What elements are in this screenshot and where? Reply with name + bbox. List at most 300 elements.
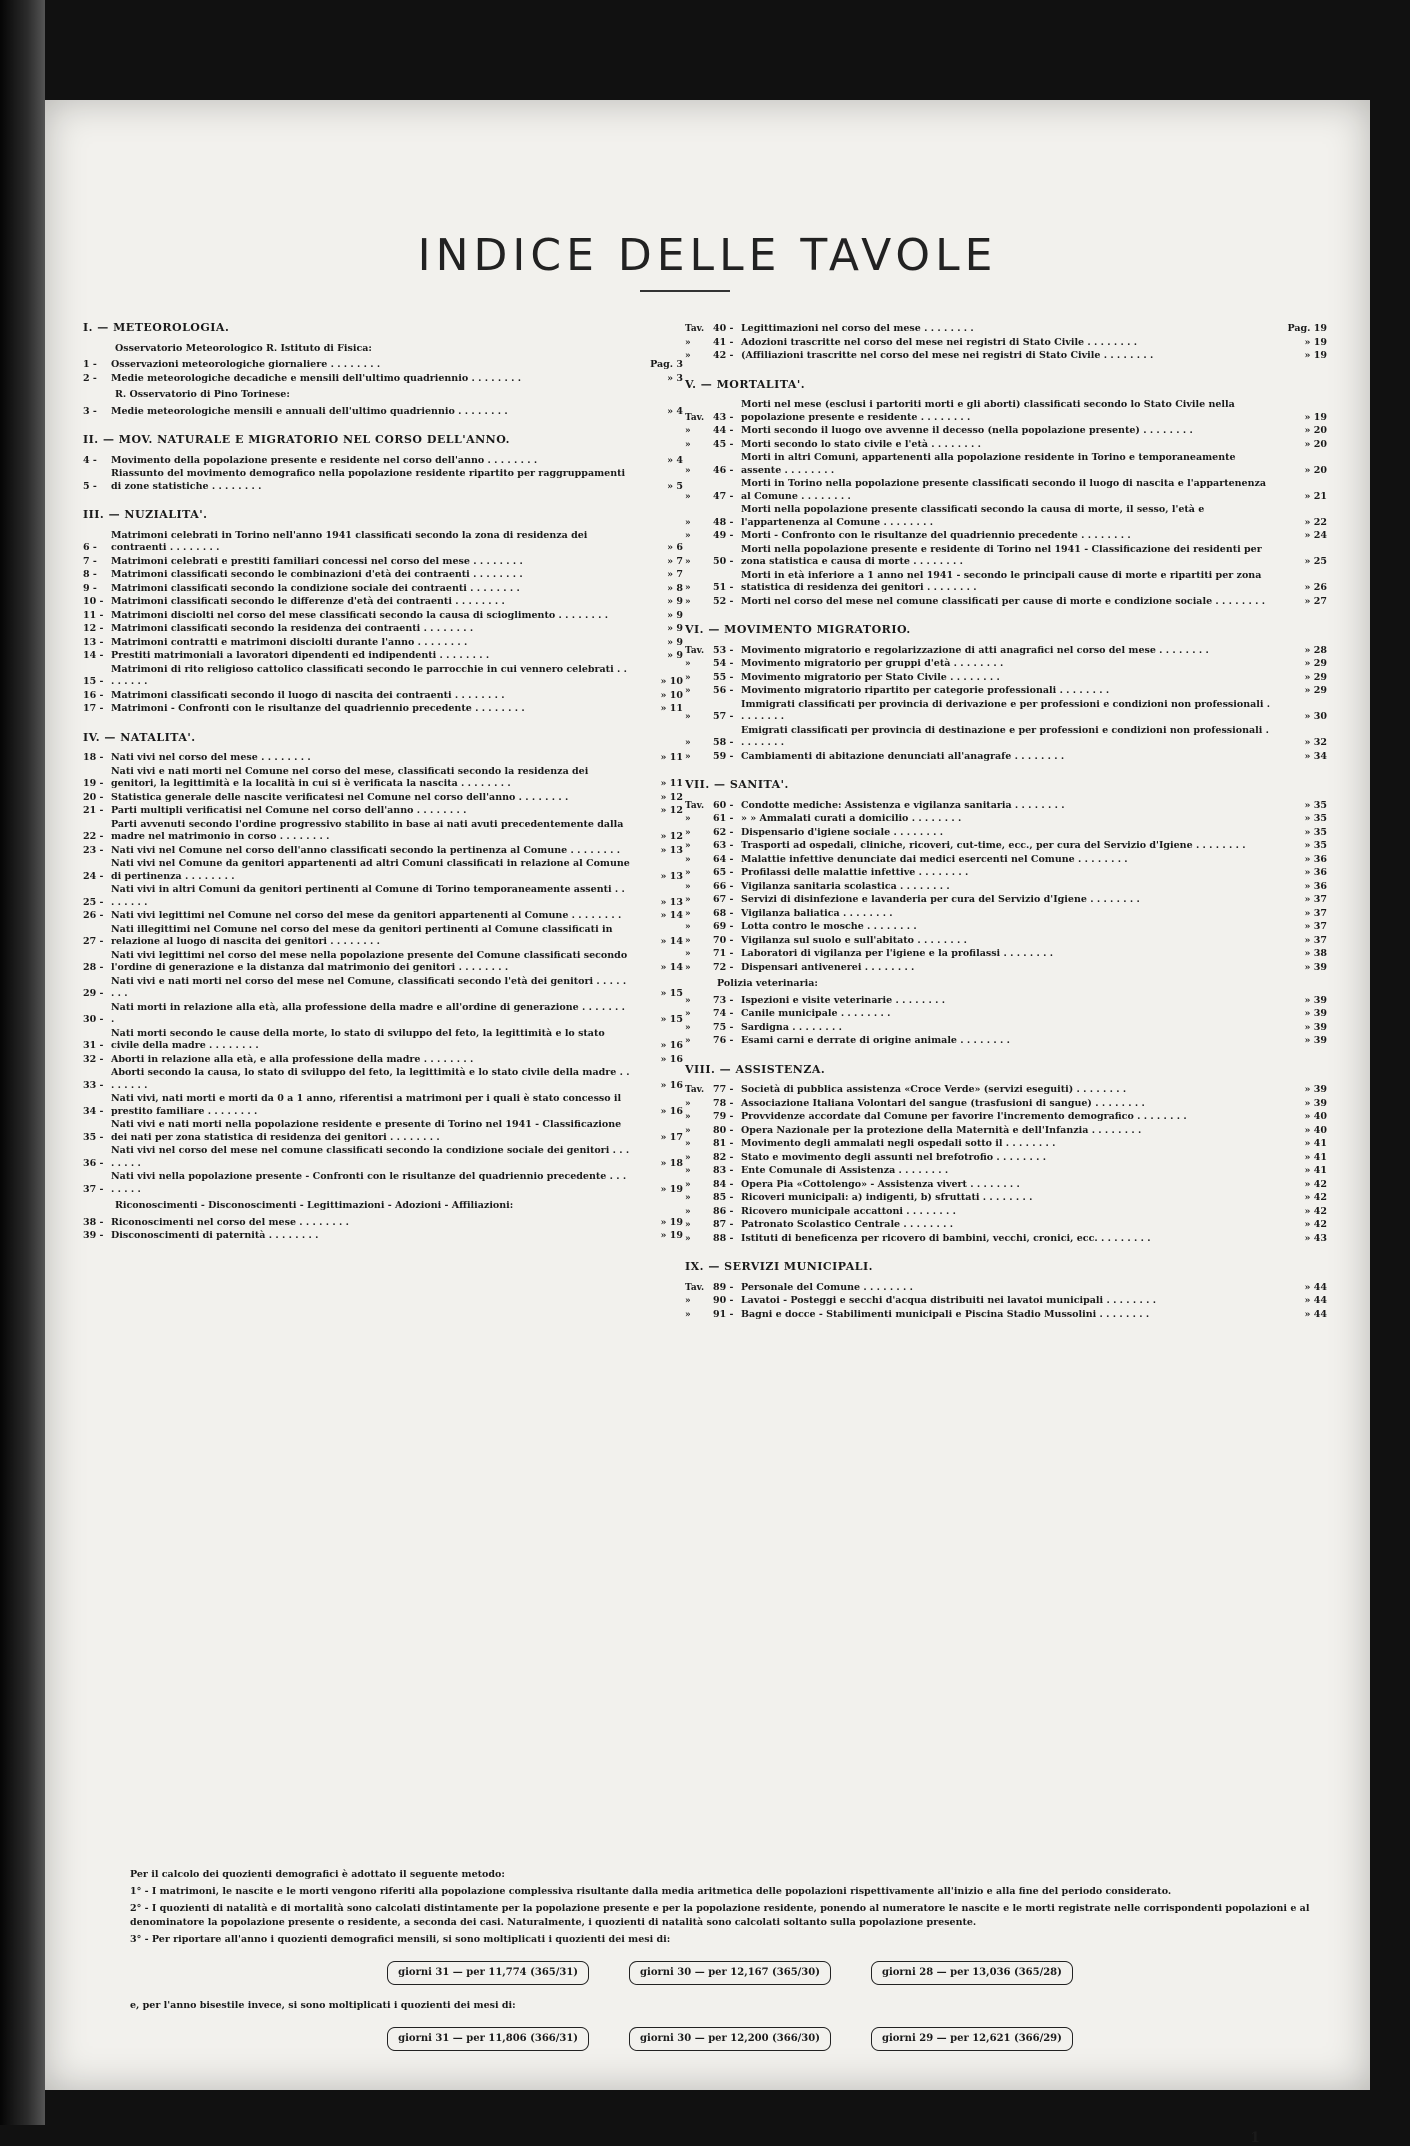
entry-title: Provvidenze accordate dal Comune per favorire l'incremento demografico . . . . . . . . [741, 1111, 1187, 1122]
index-entry [685, 840, 1327, 853]
entry-number: 17 - [83, 703, 104, 714]
index-entry [83, 637, 683, 650]
entry-number: 38 - [83, 1216, 104, 1228]
index-entry [83, 406, 683, 419]
entry-title: Nati vivi legittimi nel corso del mese nella popolazione presente del Comune classificati secondo l'ordine di generazione e la distanza dal matrimonio dei genitori . . . . . . . . [111, 949, 628, 973]
entry-page: » 39 [1304, 961, 1327, 973]
entry-title: Medie meteorologiche decadiche e mensili dell'ultimo quadriennio . . . . . . . . [111, 372, 522, 384]
entry-page: » 39 [1304, 1021, 1327, 1033]
entry-number: 21 - [83, 805, 104, 816]
entry-number: 37 - [83, 1183, 104, 1195]
index-entry [83, 623, 683, 636]
formula-item: giorni 29 — per 12,621 (366/29) [871, 2027, 1073, 2051]
entry-title: Istituti di beneficenza per ricovero di bambini, vecchi, cronici, ecc. . . . . . . . . [741, 1232, 1151, 1244]
entry-number: 83 - [713, 1165, 734, 1176]
index-entry [83, 583, 683, 596]
index-entry [685, 596, 1327, 609]
tav-label: » [685, 908, 691, 919]
entry-page: » 40 [1304, 1111, 1327, 1122]
entry-title: Morti secondo lo stato civile e l'età . . . . . . . . [741, 438, 981, 450]
entry-title: Matrimoni classificati secondo il luogo di nascita dei contraenti . . . . . . . . [111, 689, 505, 701]
index-entry [685, 800, 1327, 813]
entry-title: Disconoscimenti di paternità . . . . . . . . [111, 1230, 319, 1241]
entry-title: Servizi di disinfezione e lavanderia per cura del Servizio d'Igiene . . . . . . . . [741, 894, 1140, 905]
right-column [685, 322, 1327, 1322]
formula-item: giorni 31 — per 11,774 (365/31) [387, 1961, 589, 1985]
index-entry [685, 544, 1327, 569]
entry-number: 6 - [83, 542, 97, 553]
entry-title: Matrimoni celebrati e prestiti familiari concessi nel corso del mese . . . . . . . . [111, 555, 523, 567]
entry-title: Matrimoni classificati secondo la residenza dei contraenti . . . . . . . . [111, 623, 474, 634]
entry-page: » 35 [1304, 840, 1327, 851]
tav-label: » [685, 962, 691, 973]
entry-number: 76 - [713, 1035, 734, 1046]
entry-number: 89 - [713, 1281, 734, 1293]
tav-label: » [685, 686, 691, 696]
index-entry [83, 752, 683, 765]
entry-page: » 44 [1304, 1308, 1327, 1320]
entry-title: Vigilanza sanitaria scolastica . . . . . . . . [741, 880, 950, 892]
entry-number: 88 - [713, 1232, 734, 1244]
page-number: 1 [1250, 2130, 1260, 2146]
entry-page: » 43 [1304, 1232, 1327, 1244]
index-entry [685, 1035, 1327, 1048]
index-entry [685, 337, 1327, 350]
entry-page: » 16 [660, 1079, 683, 1091]
formula-row-2 [130, 2027, 1330, 2051]
tav-label: » [685, 583, 691, 593]
formula-item: giorni 30 — per 12,200 (366/30) [629, 2027, 831, 2051]
entry-number: 16 - [83, 689, 104, 701]
entry-number: 19 - [83, 778, 104, 789]
entry-number: 20 - [83, 791, 104, 803]
entry-number: 62 - [713, 826, 734, 838]
index-entry [685, 452, 1327, 477]
entry-title: Nati vivi, nati morti e morti da 0 a 1 anno, riferentisi a matrimoni per i quali è stato concesso il prestito familiare . . . . . . . . [111, 1093, 622, 1117]
entry-number: 10 - [83, 596, 104, 607]
entry-number: 59 - [713, 750, 734, 762]
index-entry [685, 813, 1327, 826]
index-entry [83, 950, 683, 975]
tav-label: » [685, 935, 691, 946]
entry-number: 72 - [713, 961, 734, 973]
entry-page: » 15 [660, 1014, 683, 1025]
entry-number: 56 - [713, 685, 734, 696]
entry-title: Nati vivi e nati morti nella popolazione residente e presente di Torino nel 1941 - Classificazione dei nati per zona statistica di residenza dei genitori . . . . . . . . [111, 1119, 622, 1143]
entry-page: » 22 [1304, 516, 1327, 528]
entry-number: 15 - [83, 676, 104, 687]
entry-number: 41 - [713, 336, 734, 348]
index-entry [83, 1002, 683, 1027]
index-entry [685, 867, 1327, 880]
entry-title: Morti nel corso del mese nel comune classificati per cause di morte e condizione sociale . . . . . . . . [741, 595, 1266, 607]
index-entry [685, 1084, 1327, 1097]
tav-label: » [685, 1139, 691, 1149]
entry-title: » » Ammalati curati a domicilio . . . . . . . . [741, 813, 962, 824]
section-heading: I. — METEOROLOGIA. [83, 321, 230, 334]
section-heading: VI. — MOVIMENTO MIGRATORIO. [685, 623, 911, 636]
entry-title: Medie meteorologiche mensili e annuali dell'ultimo quadriennio . . . . . . . . [111, 405, 508, 417]
index-entry [685, 1138, 1327, 1151]
tav-label: » [685, 712, 691, 722]
entry-page: » 4 [667, 454, 683, 466]
section-heading: V. — MORTALITA'. [685, 377, 806, 391]
section-heading: VII. — SANITA'. [685, 778, 789, 791]
entry-title: Associazione Italiana Volontari del sangue (trasfusioni di sangue) . . . . . . . . [741, 1097, 1145, 1109]
index-entry [83, 766, 683, 791]
entry-title: Nati vivi nel corso del mese nel comune classificati secondo la condizione sociale dei genitori . . . . . . . . [111, 1145, 630, 1169]
index-entry [685, 827, 1327, 840]
note-intro: Per il calcolo dei quozienti demografici è adottato il seguente metodo: [130, 1869, 505, 1880]
entry-title: Aborti secondo la causa, lo stato di sviluppo del feto, la legittimità e lo stato civile della madre . . . . . . . . [111, 1067, 630, 1091]
entry-page: » 20 [1304, 464, 1327, 476]
index-entry [685, 948, 1327, 961]
entry-number: 42 - [713, 350, 734, 361]
tav-label: » [685, 1220, 691, 1230]
entry-title: Adozioni trascritte nel corso del mese nei registri di Stato Civile . . . . . . . . [741, 336, 1138, 348]
entry-number: 14 - [83, 650, 104, 661]
index-entry [685, 908, 1327, 921]
index-entry [685, 350, 1327, 363]
tav-label: » [685, 881, 691, 892]
entry-page: » 36 [1304, 853, 1327, 865]
entry-number: 69 - [713, 921, 734, 932]
entry-title: Lotta contro le mosche . . . . . . . . [741, 921, 917, 932]
index-entry [83, 1028, 683, 1053]
entry-page: » 36 [1304, 880, 1327, 892]
index-entry [685, 725, 1327, 750]
index-entry [83, 359, 683, 372]
tav-label: » [685, 1022, 691, 1033]
index-entry [685, 1309, 1327, 1322]
entry-page: » 19 [660, 1183, 683, 1195]
index-entry [83, 858, 683, 883]
entry-page: » 17 [660, 1131, 683, 1143]
entry-page: » 9 [667, 636, 683, 648]
entry-page: » 9 [667, 650, 683, 661]
index-entry [83, 910, 683, 923]
entry-title: Bagni e docce - Stabilimenti municipali e Piscina Stadio Mussolini . . . . . . . . [741, 1308, 1150, 1320]
entry-title: Morti in Torino nella popolazione presente classificati secondo il luogo di nascita e l'appartenenza al Comune . . . . . . . . [741, 478, 1267, 502]
entry-page: » 14 [660, 910, 683, 921]
entry-page: » 4 [667, 405, 683, 417]
entry-number: 74 - [713, 1008, 734, 1019]
entry-page: » 35 [1304, 799, 1327, 811]
tav-label: Tav. [685, 1282, 705, 1293]
entry-page: » 11 [660, 778, 683, 789]
index-entry [685, 478, 1327, 503]
index-entry [685, 1295, 1327, 1308]
index-entry [83, 650, 683, 663]
tav-label: » [685, 1125, 691, 1136]
entry-title: Matrimoni celebrati in Torino nell'anno 1941 classificati secondo la zona di residenza dei contraenti . . . . . . . . [111, 529, 588, 553]
entry-title: Morti - Confronto con le risultanze del quadriennio precedente . . . . . . . . [741, 530, 1131, 541]
entry-title: Patronato Scolastico Centrale . . . . . . . . [741, 1219, 954, 1230]
entry-title: Statistica generale delle nascite verificatesi nel Comune nel corso dell'anno . . . . . . . . [111, 791, 569, 803]
entry-page: » 37 [1304, 907, 1327, 919]
index-entry [685, 658, 1327, 671]
note-paragraph-3: 3° - Per riportare all'anno i quozienti demografici mensili, si sono moltiplicati i quozienti dei mesi di: [130, 1934, 671, 1945]
entry-title: Personale del Comune . . . . . . . . [741, 1281, 913, 1293]
entry-title: Matrimoni classificati secondo le differenze d'età dei contraenti . . . . . . . . [111, 596, 505, 607]
index-entry [685, 1179, 1327, 1192]
index-entry [83, 569, 683, 582]
entry-page: » 41 [1304, 1138, 1327, 1149]
entry-number: 23 - [83, 844, 104, 856]
entry-title: Dispensario d'igiene sociale . . . . . . . . [741, 826, 944, 838]
index-entry [83, 373, 683, 386]
entry-number: 9 - [83, 582, 97, 594]
entry-page: » 20 [1304, 438, 1327, 450]
entry-page: » 26 [1304, 582, 1327, 593]
entry-title: Riassunto del movimento demografico nella popolazione residente ripartito per raggruppamenti di zone statistiche . . . . . . . . [111, 468, 626, 492]
formula-item: giorni 31 — per 11,806 (366/31) [387, 2027, 589, 2051]
entry-number: 4 - [83, 454, 97, 466]
entry-number: 82 - [713, 1151, 734, 1163]
index-entry [83, 690, 683, 703]
index-entry [83, 1217, 683, 1230]
tav-label: » [685, 465, 691, 476]
tav-label: » [685, 1009, 691, 1019]
tav-label: » [685, 827, 691, 838]
entry-number: 73 - [713, 994, 734, 1006]
index-entry [685, 1192, 1327, 1205]
entry-number: 49 - [713, 530, 734, 541]
tav-label: » [685, 995, 691, 1006]
index-entry [685, 1008, 1327, 1021]
entry-title: Movimento migratorio per Stato Civile . . . . . . . . [741, 671, 1000, 683]
entry-title: Riconoscimenti nel corso del mese . . . . . . . . [111, 1216, 349, 1228]
entry-number: 51 - [713, 582, 734, 593]
index-entry [83, 1093, 683, 1118]
tav-label: » [685, 531, 691, 541]
entry-title: Nati morti in relazione alla età, alla professione della madre e all'ordine di generazione . . . . . . . . [111, 1001, 625, 1025]
entry-number: 22 - [83, 831, 104, 842]
entry-number: 68 - [713, 907, 734, 919]
tav-label: » [685, 439, 691, 450]
entry-number: 90 - [713, 1295, 734, 1306]
entry-number: 24 - [83, 870, 104, 882]
entry-title: (Affiliazioni trascritte nel corso del mese nei registri di Stato Civile . . . . . . . . [741, 350, 1154, 361]
entry-page: » 7 [667, 555, 683, 567]
tav-label: » [685, 517, 691, 528]
entry-page: » 13 [660, 870, 683, 882]
entry-title: Malattie infettive denunciate dai medici esercenti nel Comune . . . . . . . . [741, 853, 1128, 865]
entry-page: Pag. 3 [650, 359, 683, 370]
entry-page: » 16 [660, 1040, 683, 1051]
tav-label: » [685, 557, 691, 567]
entry-number: 48 - [713, 516, 734, 528]
index-entry [83, 1054, 683, 1067]
entry-page: » 29 [1304, 671, 1327, 683]
entry-number: 78 - [713, 1097, 734, 1109]
index-entry [685, 935, 1327, 948]
entry-title: Ricoveri municipali: a) indigenti, b) sfruttati . . . . . . . . [741, 1192, 1033, 1203]
entry-number: 11 - [83, 609, 104, 621]
entry-number: 36 - [83, 1157, 104, 1169]
index-entry [685, 1206, 1327, 1219]
tav-label: » [685, 426, 691, 436]
entry-page: » 41 [1304, 1165, 1327, 1176]
index-entry [83, 884, 683, 909]
entry-page: » 40 [1304, 1124, 1327, 1136]
tav-label: » [685, 738, 691, 748]
entry-page: » 36 [1304, 867, 1327, 878]
index-entry [685, 425, 1327, 438]
entry-number: 55 - [713, 671, 734, 683]
section-heading: III. — NUZIALITA'. [83, 508, 208, 521]
entry-title: Aborti in relazione alla età, e alla professione della madre . . . . . . . . [111, 1053, 474, 1065]
entry-page: » 18 [660, 1157, 683, 1169]
entry-number: 75 - [713, 1021, 734, 1033]
index-entry [685, 995, 1327, 1008]
entry-page: » 42 [1304, 1219, 1327, 1230]
index-entry [83, 455, 683, 468]
entry-number: 86 - [713, 1205, 734, 1217]
tav-label: » [685, 1206, 691, 1217]
section-subheading: Riconoscimenti - Disconoscimenti - Legittimazioni - Adozioni - Affiliazioni: [115, 1200, 514, 1211]
entry-title: Morti nella popolazione presente e residente di Torino nel 1941 - Classificazione dei residenti per zona statistica e causa di morte . . . . . . . . [741, 543, 1262, 567]
entry-number: 27 - [83, 936, 104, 947]
entry-number: 32 - [83, 1053, 104, 1065]
entry-page: » 38 [1304, 948, 1327, 959]
entry-page: » 39 [1304, 1035, 1327, 1046]
entry-number: 66 - [713, 880, 734, 892]
tav-label: » [685, 491, 691, 502]
scan-edge-left [0, 0, 45, 2125]
index-entry [685, 570, 1327, 595]
entry-page: » 28 [1304, 644, 1327, 656]
tav-label: » [685, 1098, 691, 1109]
index-entry [83, 468, 683, 493]
entry-page: » 19 [660, 1216, 683, 1228]
entry-number: 28 - [83, 962, 104, 973]
note-paragraph-2: 2° - I quozienti di natalità e di mortalità sono calcolati distintamente per la popolazione presente e per la popolazione residente, ponendo al numeratore le nascite e le morti registrate nelle corrispondenti popolazioni e al denominatore la popolazione presente o residente, a seconda dei casi. Naturalmente, i quozienti di natalità sono calcolati soltanto sulla popolazione presente. [130, 1903, 1310, 1928]
entry-number: 87 - [713, 1219, 734, 1230]
entry-page: » 29 [1304, 658, 1327, 669]
entry-title: Prestiti matrimoniali a lavoratori dipendenti ed indipendenti . . . . . . . . [111, 650, 490, 661]
entry-title: Matrimoni classificati secondo le combinazioni d'età dei contraenti . . . . . . . . [111, 569, 523, 580]
index-entry [685, 1219, 1327, 1232]
entry-page: » 35 [1304, 813, 1327, 824]
index-entry [685, 1098, 1327, 1111]
entry-number: 12 - [83, 623, 104, 634]
entry-title: Esami carni e derrate di origine animale . . . . . . . . [741, 1035, 1010, 1046]
entry-title: Movimento migratorio e regolarizzazione di atti anagrafici nel corso del mese . . . . . . . . [741, 644, 1209, 656]
entry-title: Vigilanza sul suolo e sull'abitato . . . . . . . . [741, 934, 967, 946]
entry-number: 26 - [83, 910, 104, 921]
index-entry [685, 1165, 1327, 1178]
entry-title: Nati vivi legittimi nel Comune nel corso del mese da genitori appartenenti al Comune . . . . . . . . [111, 910, 622, 921]
entry-title: Morti nella popolazione presente classificati secondo la causa di morte, il sesso, l'età e l'appartenenza al Comune . . . . . . . . [741, 504, 1205, 528]
index-entry [685, 1111, 1327, 1124]
index-entry [83, 845, 683, 858]
entry-title: Morti in età inferiore a 1 anno nel 1941 - secondo le principali cause di morte e ripartiti per zona statistica di residenza dei genitori . . . . . . . . [741, 569, 1262, 593]
index-entry [685, 894, 1327, 907]
entry-number: 71 - [713, 948, 734, 959]
entry-page: Pag. 19 [1287, 323, 1327, 334]
entry-number: 47 - [713, 490, 734, 502]
entry-page: » 9 [667, 623, 683, 634]
entry-page: » 34 [1304, 750, 1327, 762]
entry-number: 46 - [713, 464, 734, 476]
tav-label: » [685, 1179, 691, 1190]
title-rule [640, 290, 730, 292]
tav-label: » [685, 351, 691, 361]
entry-title: Osservazioni meteorologiche giornaliere . . . . . . . . [111, 359, 381, 370]
tav-label: Tav. [685, 1085, 705, 1095]
document-page [45, 100, 1370, 2146]
entry-page: » 41 [1304, 1151, 1327, 1163]
tav-label: » [685, 596, 691, 607]
index-entry [83, 805, 683, 818]
entry-page: » 39 [1304, 1084, 1327, 1095]
section-subheading: Osservatorio Meteorologico R. Istituto di Fisica: [115, 342, 372, 354]
tav-label: » [685, 1193, 691, 1203]
entry-number: 77 - [713, 1084, 734, 1095]
formula-row-1 [130, 1961, 1330, 1985]
entry-page: » 42 [1304, 1178, 1327, 1190]
entry-number: 84 - [713, 1178, 734, 1190]
entry-number: 64 - [713, 853, 734, 865]
entry-number: 80 - [713, 1124, 734, 1136]
entry-page: » 37 [1304, 894, 1327, 905]
entry-number: 13 - [83, 636, 104, 648]
entry-number: 2 - [83, 372, 97, 384]
tav-label: » [685, 337, 691, 348]
entry-number: 57 - [713, 711, 734, 722]
entry-number: 30 - [83, 1014, 104, 1025]
entry-page: » 35 [1304, 826, 1327, 838]
entry-page: » 20 [1304, 425, 1327, 436]
tav-label: » [685, 814, 691, 824]
index-entry [83, 664, 683, 689]
entry-page: » 42 [1304, 1205, 1327, 1217]
index-entry [83, 1171, 683, 1196]
index-entry [685, 1233, 1327, 1246]
entry-title: Stato e movimento degli assunti nel brefotrofio . . . . . . . . [741, 1151, 1047, 1163]
entry-page: » 6 [667, 542, 683, 553]
index-entry [685, 921, 1327, 934]
section-heading: IV. — NATALITA'. [83, 730, 196, 744]
entry-title: Condotte mediche: Assistenza e vigilanza sanitaria . . . . . . . . [741, 799, 1065, 811]
entry-page: » 10 [660, 676, 683, 687]
entry-number: 70 - [713, 934, 734, 946]
entry-page: » 29 [1304, 685, 1327, 696]
entry-title: Nati illegittimi nel Comune nel corso del mese da genitori pertinenti al Comune classificati in relazione al luogo di nascita dei genitori . . . . . . . . [111, 923, 613, 947]
tav-label: » [685, 1152, 691, 1163]
entry-title: Movimento della popolazione presente e residente nel corso dell'anno . . . . . . . . [111, 454, 538, 466]
tav-label: » [685, 1233, 691, 1244]
entry-number: 33 - [83, 1079, 104, 1091]
entry-number: 85 - [713, 1192, 734, 1203]
tav-label: Tav. [685, 412, 705, 423]
index-entry [83, 976, 683, 1001]
entry-title: Laboratori di vigilanza per l'igiene e la profilassi . . . . . . . . [741, 948, 1054, 959]
entry-title: Opera Nazionale per la protezione della Maternità e dell'Infanzia . . . . . . . . [741, 1124, 1142, 1136]
entry-title: Società di pubblica assistenza «Croce Verde» (servizi eseguiti) . . . . . . . . [741, 1084, 1127, 1095]
entry-title: Matrimoni di rito religioso cattolico classificati secondo le parrocchie in cui vennero celebrati . . . . . . . . [111, 663, 627, 687]
entry-page: » 7 [667, 569, 683, 580]
index-entry [685, 962, 1327, 975]
entry-title: Matrimoni classificati secondo la condizione sociale dei contraenti . . . . . . . . [111, 582, 520, 594]
index-entry [83, 1067, 683, 1092]
entry-title: Lavatoi - Posteggi e secchi d'acqua distribuiti nei lavatoi municipali . . . . . . . . [741, 1295, 1157, 1306]
entry-page: » 11 [660, 703, 683, 714]
entry-page: » 15 [660, 988, 683, 999]
index-entry [83, 924, 683, 949]
entry-title: Nati vivi in altri Comuni da genitori pertinenti al Comune di Torino temporaneamente assenti . . . . . . . . [111, 884, 625, 908]
